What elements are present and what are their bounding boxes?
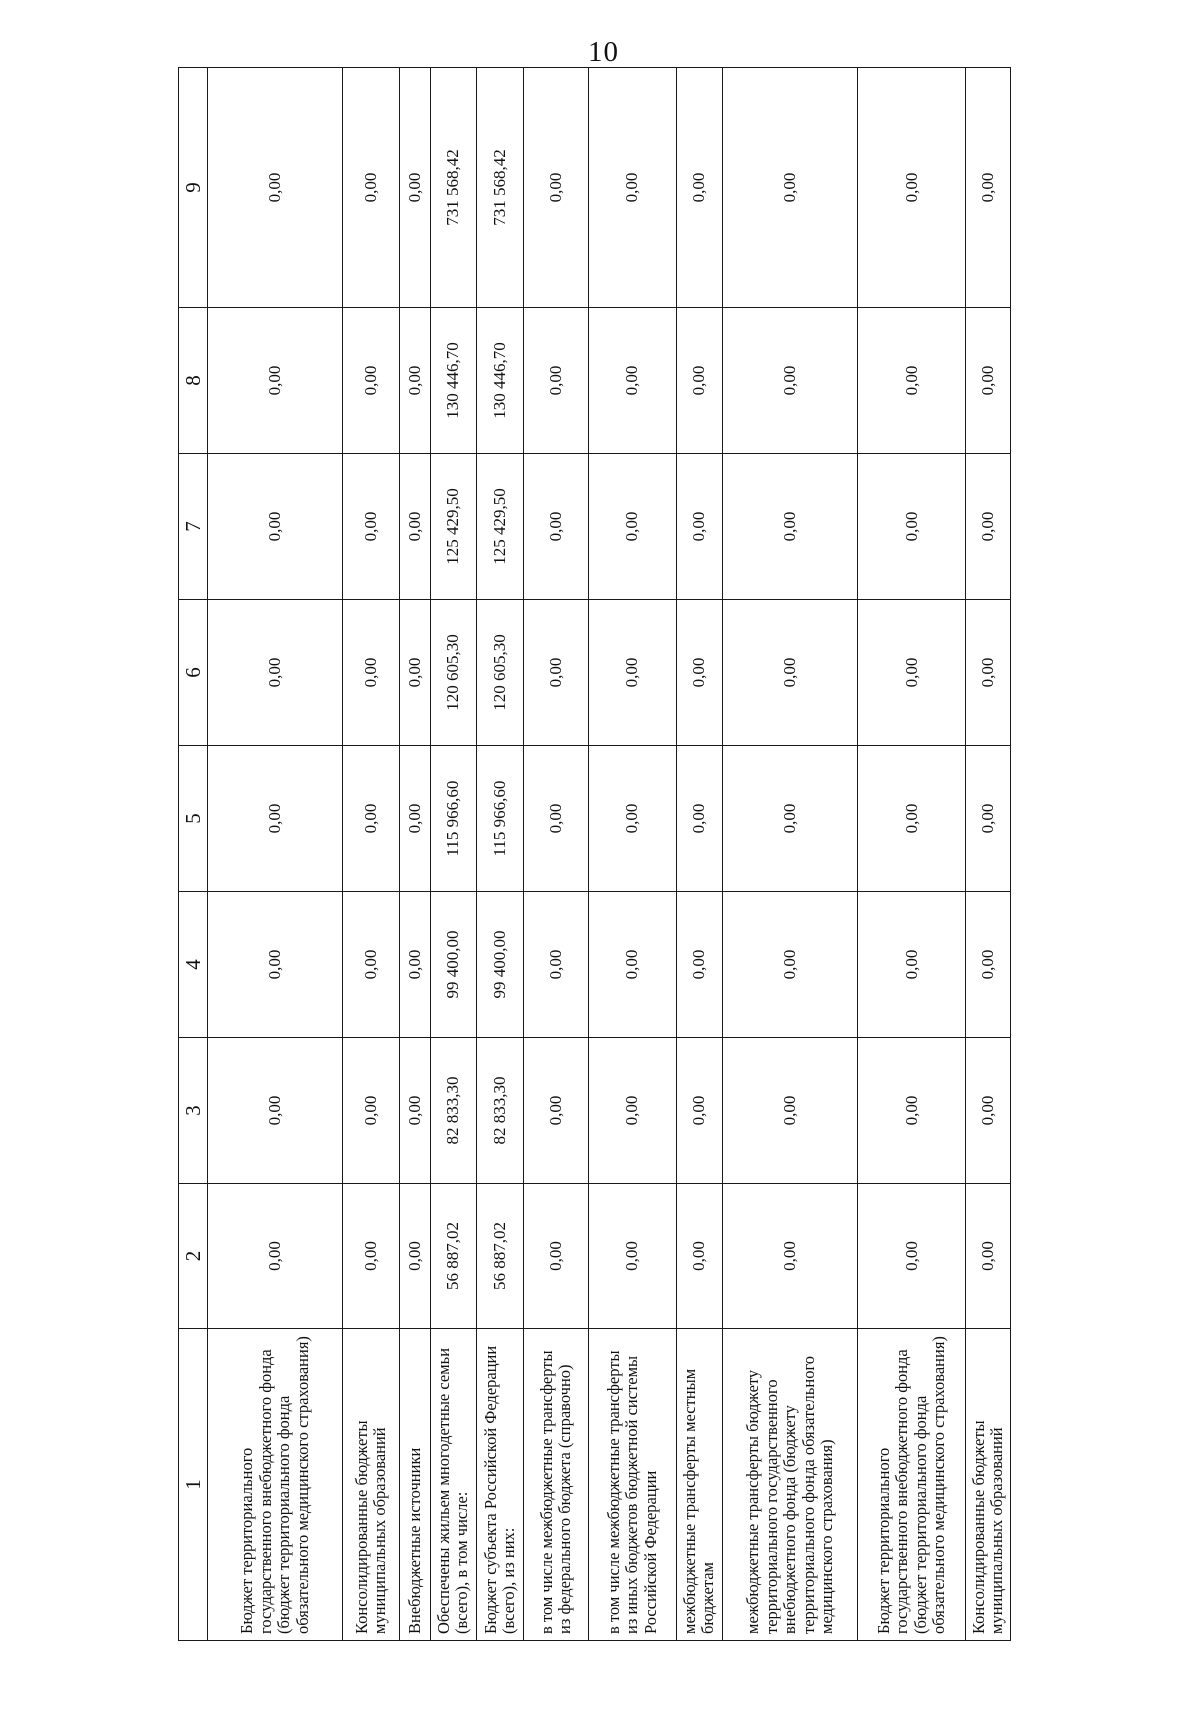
value-cell: 0,00 <box>524 746 589 892</box>
row-label: Бюджет территориального государственного внебюджетного фонда (бюджет территориального фонда обязательного медицинского страхования) <box>208 1329 343 1641</box>
table-row <box>524 68 589 1641</box>
value-cell: 0,00 <box>676 1184 723 1329</box>
row-label: Бюджет субъекта Российской Федерации (всего), из них: <box>477 1329 524 1641</box>
value-cell: 0,00 <box>343 1184 400 1329</box>
value-cell: 0,00 <box>966 454 1011 600</box>
value-cell: 0,00 <box>400 308 430 454</box>
row-label: межбюджетные трансферты местным бюджетам <box>676 1329 723 1641</box>
table-row <box>343 68 400 1641</box>
value-cell: 0,00 <box>343 1038 400 1184</box>
value-cell: 0,00 <box>676 1038 723 1184</box>
value-cell: 0,00 <box>343 746 400 892</box>
value-cell: 120 605,30 <box>430 600 477 746</box>
value-cell: 120 605,30 <box>477 600 524 746</box>
value-cell: 0,00 <box>676 454 723 600</box>
value-cell: 0,00 <box>858 1184 966 1329</box>
value-cell: 0,00 <box>723 1038 858 1184</box>
column-header: 7 <box>179 454 208 600</box>
value-cell: 0,00 <box>524 1184 589 1329</box>
column-header: 5 <box>179 746 208 892</box>
value-cell: 0,00 <box>723 746 858 892</box>
value-cell: 82 833,30 <box>430 1038 477 1184</box>
value-cell: 0,00 <box>858 454 966 600</box>
value-cell: 0,00 <box>524 600 589 746</box>
value-cell: 99 400,00 <box>430 892 477 1038</box>
budget-table <box>178 67 1011 1641</box>
value-cell: 115 966,60 <box>430 746 477 892</box>
value-cell: 0,00 <box>400 68 430 308</box>
value-cell: 0,00 <box>400 1038 430 1184</box>
value-cell: 0,00 <box>966 1038 1011 1184</box>
value-cell: 0,00 <box>676 600 723 746</box>
table-row <box>589 68 676 1641</box>
value-cell: 0,00 <box>524 68 589 308</box>
value-cell: 0,00 <box>208 308 343 454</box>
value-cell: 0,00 <box>589 1184 676 1329</box>
value-cell: 0,00 <box>676 308 723 454</box>
value-cell: 0,00 <box>858 68 966 308</box>
value-cell: 0,00 <box>676 746 723 892</box>
value-cell: 0,00 <box>343 68 400 308</box>
value-cell: 0,00 <box>589 454 676 600</box>
table-row <box>676 68 723 1641</box>
value-cell: 0,00 <box>966 746 1011 892</box>
column-header: 1 <box>179 1329 208 1641</box>
table-row <box>723 68 858 1641</box>
value-cell: 0,00 <box>400 1184 430 1329</box>
value-cell: 0,00 <box>858 600 966 746</box>
value-cell: 0,00 <box>208 600 343 746</box>
value-cell: 0,00 <box>966 892 1011 1038</box>
column-header: 4 <box>179 892 208 1038</box>
value-cell: 0,00 <box>723 1184 858 1329</box>
column-header: 9 <box>179 68 208 308</box>
value-cell: 0,00 <box>723 454 858 600</box>
row-label: Консолидированные бюджеты муниципальных образований <box>966 1329 1011 1641</box>
value-cell: 0,00 <box>723 68 858 308</box>
value-cell: 115 966,60 <box>477 746 524 892</box>
value-cell: 731 568,42 <box>430 68 477 308</box>
value-cell: 0,00 <box>676 68 723 308</box>
rotated-table-container <box>178 68 1011 1641</box>
value-cell: 0,00 <box>676 892 723 1038</box>
value-cell: 0,00 <box>858 308 966 454</box>
column-header: 3 <box>179 1038 208 1184</box>
value-cell: 99 400,00 <box>477 892 524 1038</box>
value-cell: 0,00 <box>858 892 966 1038</box>
value-cell: 0,00 <box>343 308 400 454</box>
value-cell: 0,00 <box>524 892 589 1038</box>
column-header: 8 <box>179 308 208 454</box>
value-cell: 0,00 <box>966 308 1011 454</box>
value-cell: 0,00 <box>208 1184 343 1329</box>
table-row <box>858 68 966 1641</box>
value-cell: 0,00 <box>400 454 430 600</box>
value-cell: 0,00 <box>343 454 400 600</box>
value-cell: 56 887,02 <box>477 1184 524 1329</box>
table-row <box>400 68 430 1641</box>
value-cell: 0,00 <box>858 746 966 892</box>
row-label: Обеспечены жильем многодетные семьи (всего), в том числе: <box>430 1329 477 1641</box>
value-cell: 56 887,02 <box>430 1184 477 1329</box>
value-cell: 0,00 <box>208 892 343 1038</box>
value-cell: 731 568,42 <box>477 68 524 308</box>
table-row <box>477 68 524 1641</box>
value-cell: 0,00 <box>208 68 343 308</box>
value-cell: 0,00 <box>524 1038 589 1184</box>
row-label: Бюджет территориального государственного внебюджетного фонда (бюджет территориального фонда обязательного медицинского страхования) <box>858 1329 966 1641</box>
column-header: 6 <box>179 600 208 746</box>
value-cell: 0,00 <box>208 1038 343 1184</box>
value-cell: 0,00 <box>589 308 676 454</box>
value-cell: 0,00 <box>208 746 343 892</box>
value-cell: 130 446,70 <box>430 308 477 454</box>
table-body <box>208 68 1011 1641</box>
value-cell: 0,00 <box>208 454 343 600</box>
value-cell: 130 446,70 <box>477 308 524 454</box>
value-cell: 0,00 <box>858 1038 966 1184</box>
value-cell: 0,00 <box>723 308 858 454</box>
value-cell: 0,00 <box>524 308 589 454</box>
value-cell: 0,00 <box>589 600 676 746</box>
value-cell: 0,00 <box>343 892 400 1038</box>
value-cell: 0,00 <box>589 746 676 892</box>
row-label: Внебюджетные источники <box>400 1329 430 1641</box>
value-cell: 0,00 <box>589 892 676 1038</box>
value-cell: 0,00 <box>723 600 858 746</box>
value-cell: 0,00 <box>723 892 858 1038</box>
value-cell: 0,00 <box>966 68 1011 308</box>
value-cell: 0,00 <box>589 1038 676 1184</box>
value-cell: 0,00 <box>966 1184 1011 1329</box>
value-cell: 0,00 <box>400 746 430 892</box>
value-cell: 125 429,50 <box>430 454 477 600</box>
table-row <box>430 68 477 1641</box>
value-cell: 0,00 <box>400 892 430 1038</box>
row-label: межбюджетные трансферты бюджету территориального государственного внебюджетного фонда (бюджету территориального фонда обязательного медицинского страхования) <box>723 1329 858 1641</box>
value-cell: 125 429,50 <box>477 454 524 600</box>
value-cell: 0,00 <box>343 600 400 746</box>
value-cell: 0,00 <box>589 68 676 308</box>
table-row <box>966 68 1011 1641</box>
row-label: Консолидированные бюджеты муниципальных образований <box>343 1329 400 1641</box>
page-number: 10 <box>588 36 619 68</box>
column-header: 2 <box>179 1184 208 1329</box>
row-label: в том числе межбюджетные трансферты из иных бюджетов бюджетной системы Российской Федерации <box>589 1329 676 1641</box>
value-cell: 0,00 <box>966 600 1011 746</box>
table-row <box>208 68 343 1641</box>
value-cell: 82 833,30 <box>477 1038 524 1184</box>
column-header-row <box>179 68 208 1641</box>
row-label: в том числе межбюджетные трансферты из федерального бюджета (справочно) <box>524 1329 589 1641</box>
value-cell: 0,00 <box>400 600 430 746</box>
value-cell: 0,00 <box>524 454 589 600</box>
